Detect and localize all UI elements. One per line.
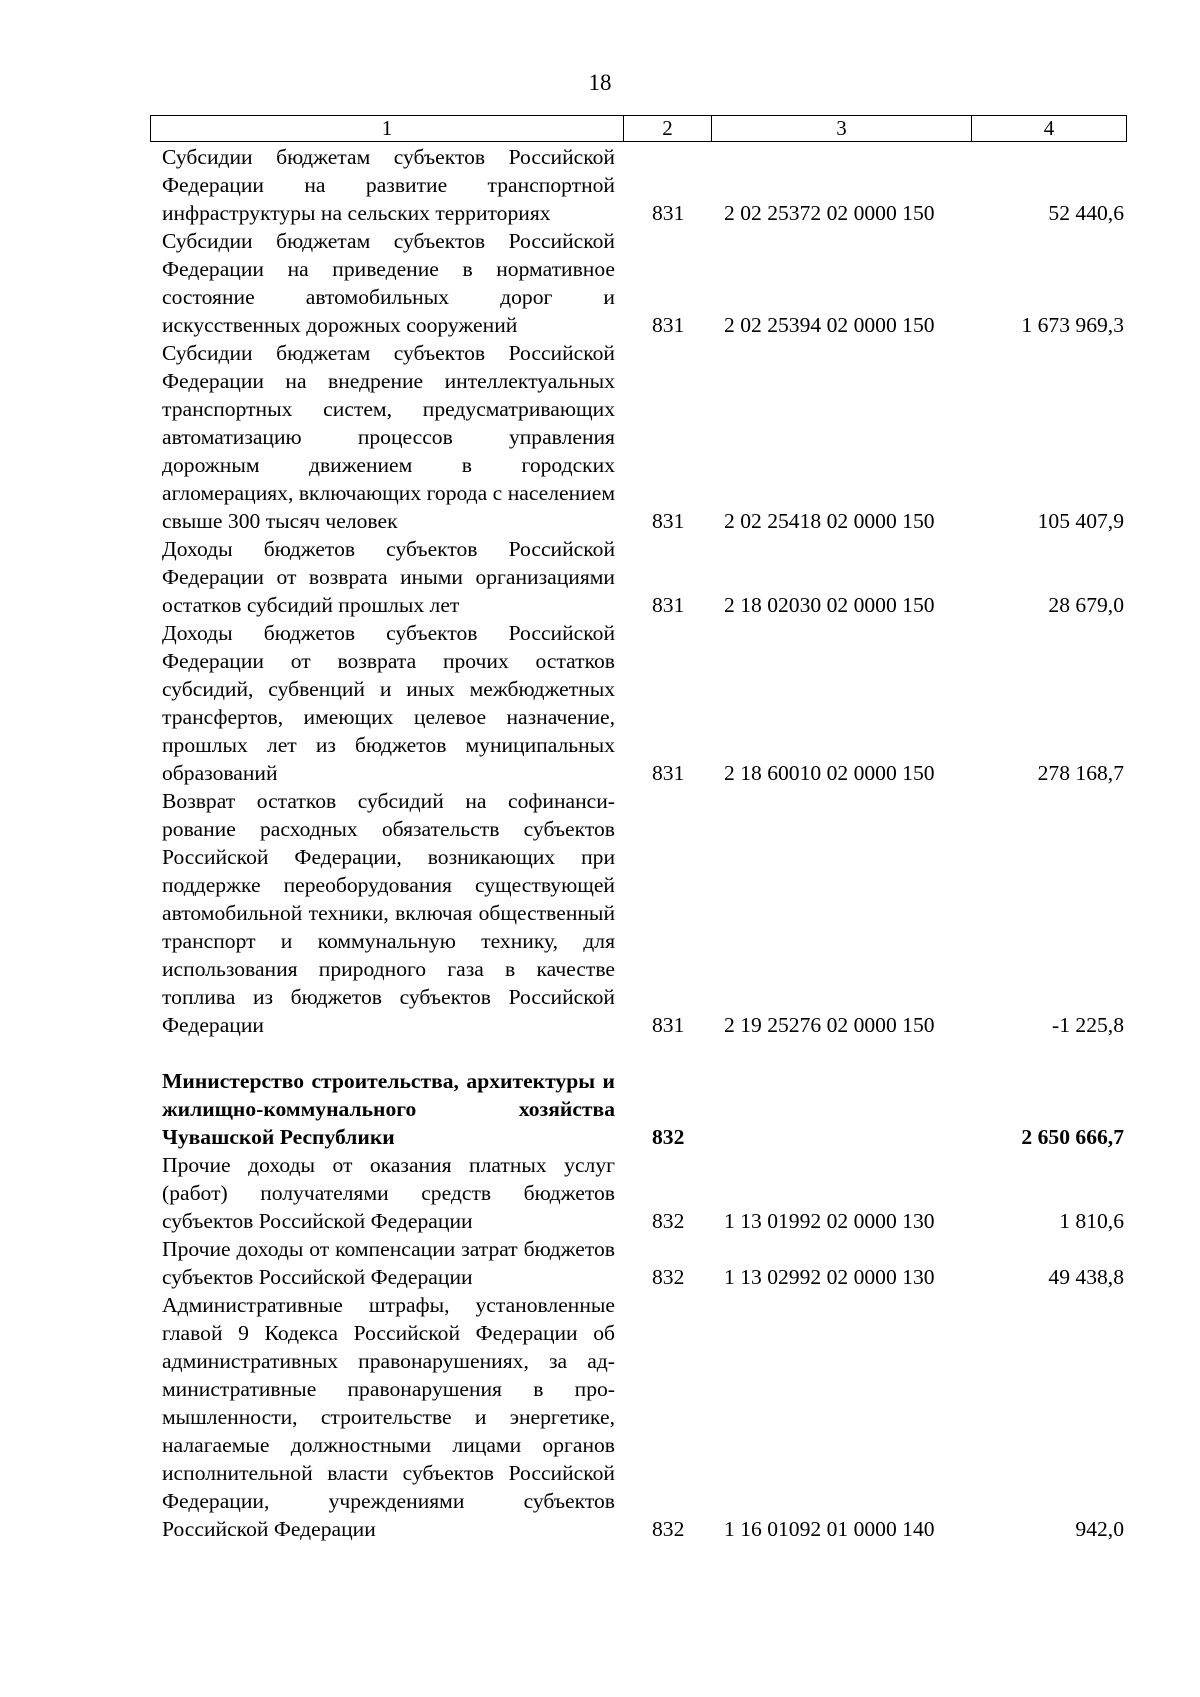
table-body	[0, 143, 1200, 1543]
row-description: Возврат остатков субсидий на софинансирование расходных обязательств субъектов Российской Федерации, возникающих при поддержке переоборудования существующей автомобильной техники, включая общественный транспорт и коммунальную технику, для использования природного газа в качестве топлива из бюджетов субъектов Российской Федерации	[162, 789, 615, 1037]
header-col-1: 1	[151, 116, 624, 141]
row-amount: 1 673 969,3	[1021, 313, 1124, 337]
page-number: 18	[588, 70, 612, 95]
row-admin-code: 831	[652, 201, 685, 225]
row-budget-code: 2 18 60010 02 0000 150	[724, 761, 935, 785]
table-row	[0, 1235, 1200, 1291]
row-admin-code: 831	[652, 593, 685, 617]
row-budget-code: 2 02 25372 02 0000 150	[724, 201, 935, 225]
row-description: Субсидии бюджетам субъектов Российской Федерации на внедрение интеллектуальных транспортных систем, предусматривающих автоматизацию процессов управления дорожным движением в городских агломерациях, включающих города с населением свыше 300 тысяч человек	[162, 341, 615, 533]
table-row	[0, 1151, 1200, 1235]
table-row	[0, 339, 1200, 535]
row-budget-code: 1 16 01092 01 0000 140	[724, 1517, 935, 1541]
table-row	[0, 787, 1200, 1039]
row-amount: 1 810,6	[1059, 1209, 1124, 1233]
row-admin-code: 831	[652, 1013, 685, 1037]
header-col-4: 4	[1043, 116, 1055, 140]
row-amount: 49 438,8	[1048, 1265, 1124, 1289]
row-description: Доходы бюджетов субъектов Российской Федерации от возврата прочих остатков субсидий, субвенций и иных межбюджетных трансфертов, имеющих целевое назначение, прошлых лет из бюджетов муниципальных образований	[162, 621, 615, 785]
table-row	[0, 1291, 1200, 1543]
row-admin-code: 832	[652, 1265, 685, 1289]
row-description: Административные штрафы, установленные главой 9 Кодекса Российской Федерации об административных правонарушениях, за административные правонарушения в промышленности, строительстве и энергетике, налагаемые должностными лицами органов исполнительной власти субъектов Российской Федерации, учреждениями субъектов Российской Федерации	[162, 1293, 615, 1541]
row-amount: 105 407,9	[1037, 509, 1124, 533]
row-budget-code: 2 02 25418 02 0000 150	[724, 509, 935, 533]
row-amount: 942,0	[1075, 1517, 1124, 1541]
row-amount: -1 225,8	[1052, 1013, 1124, 1037]
table-row	[0, 535, 1200, 619]
row-admin-code: 832	[652, 1209, 685, 1233]
table-row	[0, 227, 1200, 339]
ministry-total-amount: 2 650 666,7	[1021, 1125, 1124, 1149]
row-admin-code: 831	[652, 313, 685, 337]
row-budget-code: 2 18 02030 02 0000 150	[724, 593, 935, 617]
row-admin-code: 831	[652, 509, 685, 533]
table-row	[0, 143, 1200, 227]
table-header	[150, 115, 1127, 142]
row-amount: 28 679,0	[1048, 593, 1124, 617]
row-description: Прочие доходы от компенсации затрат бюджетов субъектов Российской Федерации	[162, 1237, 615, 1289]
row-amount: 52 440,6	[1048, 201, 1124, 225]
header-col-3: 3	[712, 116, 972, 141]
row-description: Субсидии бюджетам субъектов Российской Федерации на развитие транспортной инфраструктуры на сельских территориях	[162, 145, 615, 225]
row-description: Доходы бюджетов субъектов Российской Федерации от возврата иными организациями остатков субсидий прошлых лет	[162, 537, 615, 617]
row-budget-code: 1 13 01992 02 0000 130	[724, 1209, 935, 1233]
table-row	[0, 619, 1200, 787]
row-description: Субсидии бюджетам субъектов Российской Федерации на приведение в нормативное состояние автомобильных дорог и искусственных дорожных сооружений	[162, 229, 615, 337]
row-amount: 278 168,7	[1037, 761, 1124, 785]
row-admin-code: 832	[652, 1517, 685, 1541]
header-col-2: 2	[624, 116, 712, 141]
row-budget-code: 1 13 02992 02 0000 130	[724, 1265, 935, 1289]
ministry-title: Министерство строительства, архитектуры и жилищно-коммунального хозяйства Чувашской Республики	[162, 1069, 615, 1149]
row-description: Прочие доходы от оказания платных услуг (работ) получателями средств бюджетов субъектов Российской Федерации	[162, 1153, 615, 1233]
ministry-admin-code: 832	[652, 1125, 685, 1149]
row-admin-code: 831	[652, 761, 685, 785]
row-budget-code: 2 02 25394 02 0000 150	[724, 313, 935, 337]
ministry-section-row	[0, 1067, 1200, 1151]
row-budget-code: 2 19 25276 02 0000 150	[724, 1013, 935, 1037]
